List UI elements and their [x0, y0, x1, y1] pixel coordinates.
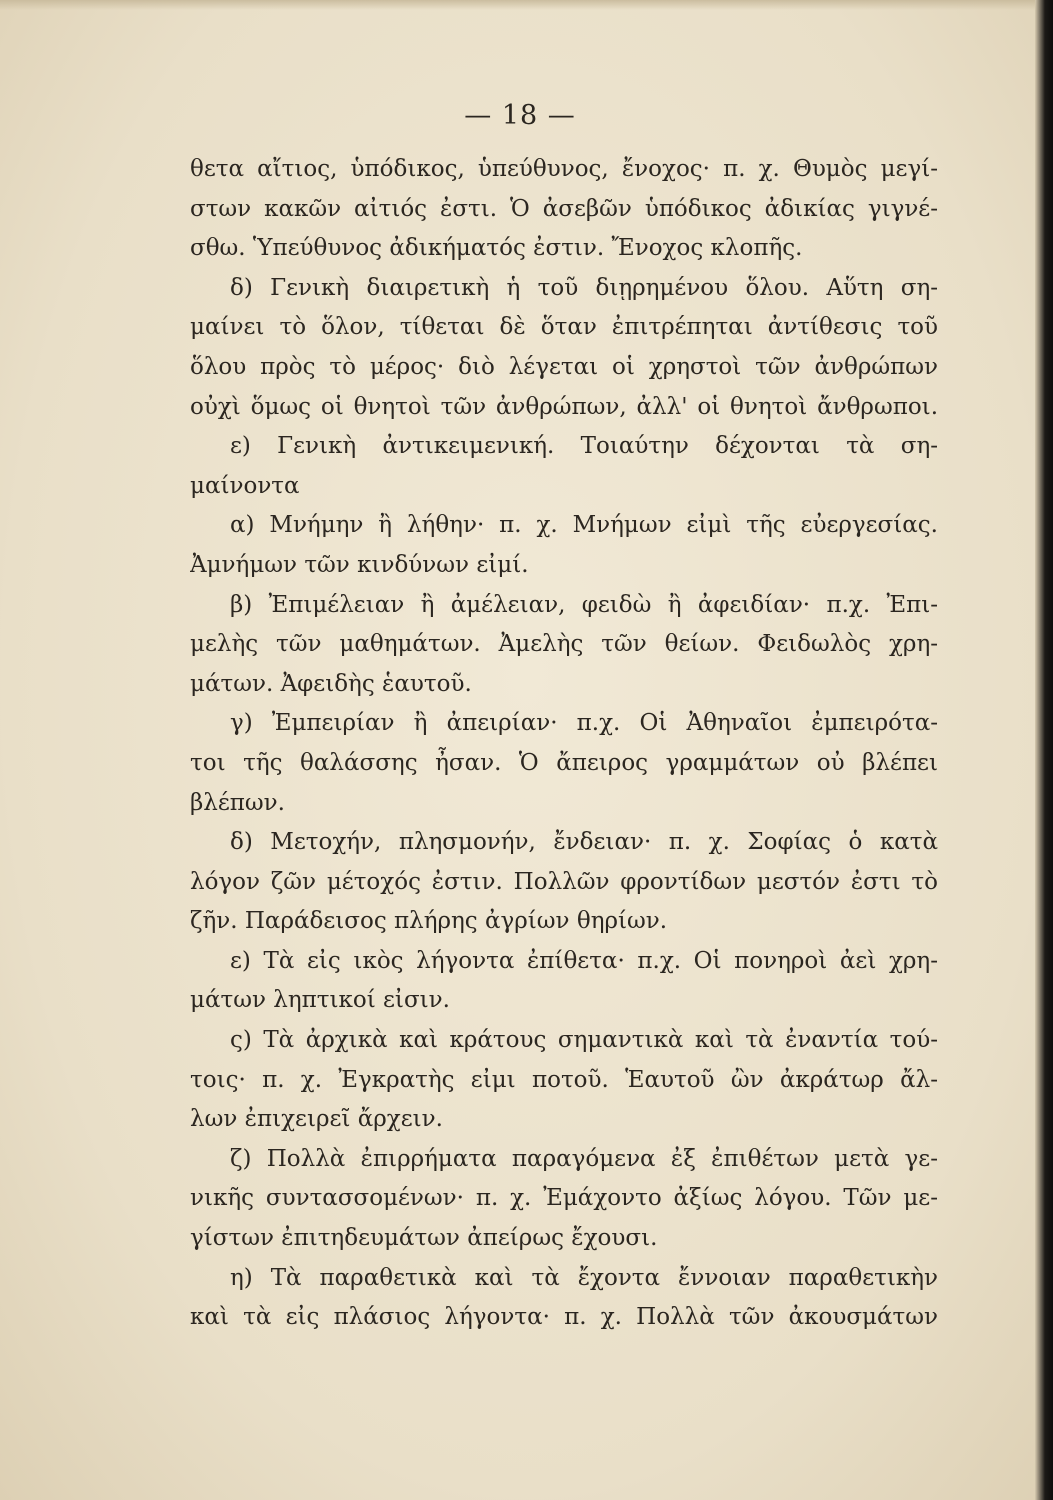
- body-text: [190, 150, 938, 1338]
- page-top-shadow: [0, 0, 1053, 10]
- text-line: θετα αἴτιος, ὑπόδικος, ὑπεύθυνος, ἔνοχος· π. χ. Θυμὸς μεγί-: [190, 156, 938, 182]
- text-line: δ) Μετοχήν, πλησμονήν, ἔνδειαν· π. χ. Σοφίας ὁ κατὰ: [230, 829, 938, 856]
- text-line: λων ἐπιχειρεῖ ἄρχειν.: [190, 1106, 443, 1133]
- text-line: μελὴς τῶν μαθημάτων. Ἀμελὴς τῶν θείων. Φειδωλὸς χρη-: [190, 631, 938, 658]
- text-line: τοι τῆς θαλάσσης ἦσαν. Ὁ ἄπειρος γραμμάτων οὐ βλέπει: [190, 749, 938, 776]
- text-line: Ἀμνήμων τῶν κινδύνων εἰμί.: [190, 551, 529, 578]
- text-line: α) Μνήμην ἢ λήθην· π. χ. Μνήμων εἰμὶ τῆς εὐεργεσίας.: [230, 512, 938, 539]
- text-line: γ) Ἐμπειρίαν ἢ ἀπειρίαν· π.χ. Οἱ Ἀθηναῖοι ἐμπειρότα-: [230, 710, 938, 737]
- text-line: ε) Γενικὴ ἀντικειμενική. Τοιαύτην δέχονται τὰ ση-: [230, 433, 938, 460]
- text-line: μαίνοντα: [190, 472, 300, 499]
- text-line: καὶ τὰ εἰς πλάσιος λήγοντα· π. χ. Πολλὰ τῶν ἀκουσμάτων: [190, 1304, 938, 1331]
- text-line: β) Ἐπιμέλειαν ἢ ἀμέλειαν, φειδὼ ἢ ἀφειδίαν· π.χ. Ἐπι-: [230, 591, 938, 618]
- text-line: ζ) Πολλὰ ἐπιρρήματα παραγόμενα ἐξ ἐπιθέτων μετὰ γε-: [230, 1145, 938, 1172]
- text-line: ε) Τὰ εἰς ικὸς λήγοντα ἐπίθετα· π.χ. Οἱ πονηροὶ ἀεὶ χρη-: [230, 947, 938, 974]
- text-line: ὅλου πρὸς τὸ μέρος· διὸ λέγεται οἱ χρηστοὶ τῶν ἀνθρώπων: [190, 353, 938, 380]
- text-line: λόγον ζῶν μέτοχός ἐστιν. Πολλῶν φροντίδων μεστόν ἐστι τὸ: [190, 868, 938, 895]
- text-line: δ) Γενικὴ διαιρετικὴ ἡ τοῦ διῃρημένου ὅλου. Αὕτη ση-: [230, 274, 938, 301]
- text-line: γίστων ἐπιτηδευμάτων ἀπείρως ἔχουσι.: [190, 1225, 658, 1252]
- page-edge-shadow: [1035, 0, 1053, 1500]
- text-line: οὐχὶ ὅμως οἱ θνητοὶ τῶν ἀνθρώπων, ἀλλ' οἱ θνητοὶ ἄνθρωποι.: [190, 393, 938, 420]
- text-line: στων κακῶν αἰτιός ἐστι. Ὁ ἀσεβῶν ὑπόδικος ἀδικίας γιγνέ-: [190, 195, 938, 222]
- text-line: τοις· π. χ. Ἐγκρατὴς εἰμι ποτοῦ. Ἑαυτοῦ ὢν ἀκράτωρ ἄλ-: [190, 1066, 938, 1093]
- text-line: σθω. Ὑπεύθυνος ἀδικήματός ἐστιν. Ἔνοχος κλοπῆς.: [190, 235, 803, 262]
- text-line: ζῆν. Παράδεισος πλήρης ἀγρίων θηρίων.: [190, 908, 668, 935]
- text-line: η) Τὰ παραθετικὰ καὶ τὰ ἔχοντα ἔννοιαν παραθετικὴν: [230, 1264, 938, 1291]
- text-line: μαίνει τὸ ὅλον, τίθεται δὲ ὅταν ἐπιτρέπηται ἀντίθεσις τοῦ: [190, 314, 938, 341]
- text-line: μάτων ληπτικοί εἰσιν.: [190, 987, 450, 1014]
- page-number: — 18 —: [464, 100, 576, 131]
- text-line: βλέπων.: [190, 789, 285, 816]
- text-line: νικῆς συντασσομένων· π. χ. Ἐμάχοντο ἀξίως λόγου. Τῶν με-: [190, 1185, 938, 1212]
- text-line: ς) Τὰ ἀρχικὰ καὶ κράτους σημαντικὰ καὶ τὰ ἐναντία τού-: [230, 1027, 938, 1054]
- text-line: μάτων. Ἀφειδὴς ἑαυτοῦ.: [190, 670, 472, 697]
